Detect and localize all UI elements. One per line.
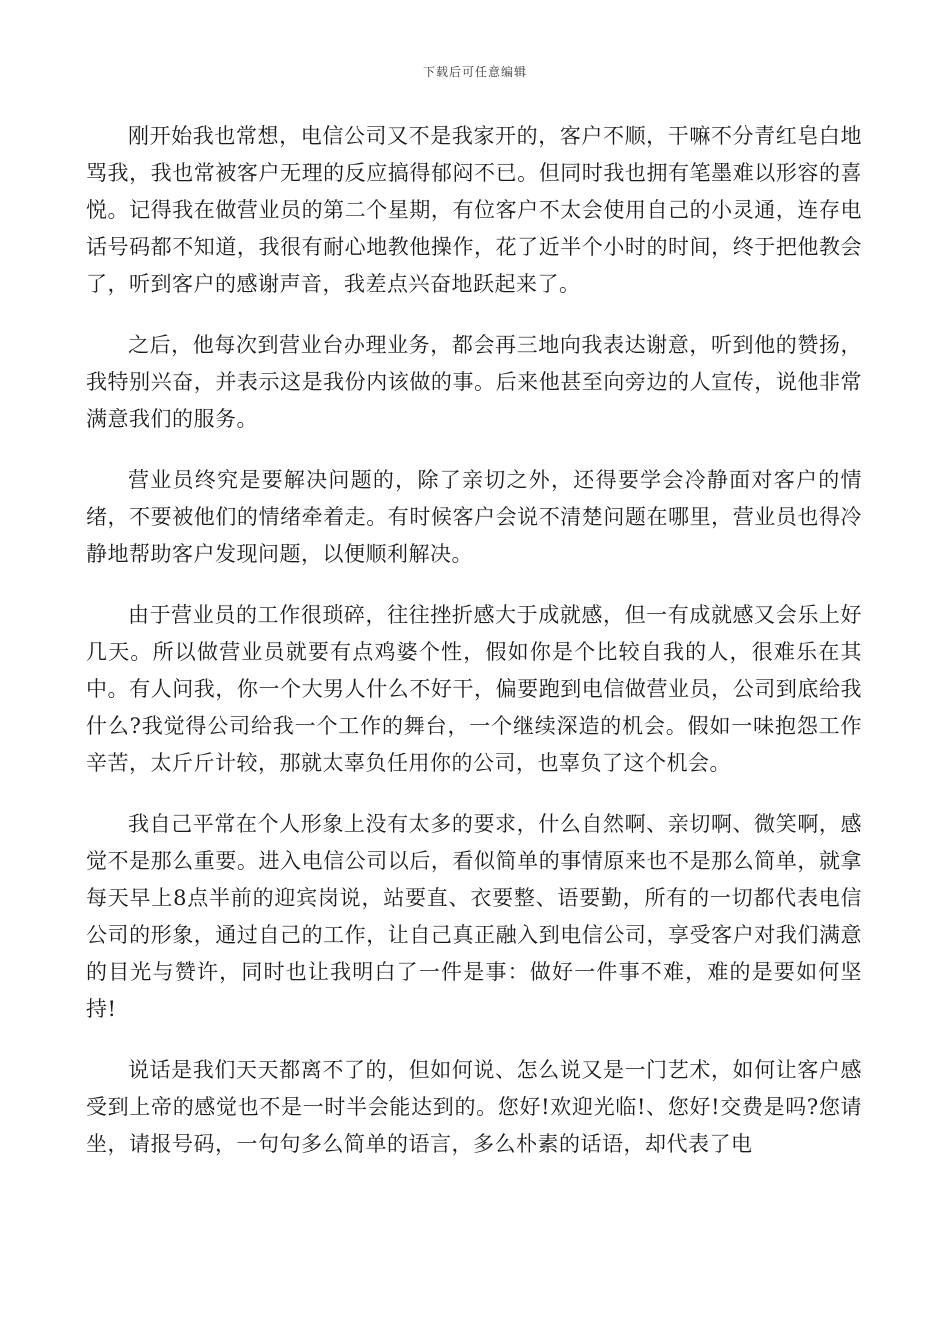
page-header: 下载后可任意编辑 [422,65,527,79]
document-body [86,118,862,1187]
paragraph-4: 由于营业员的工作很琐碎，往往挫折感大于成就感，但一有成就感又会乐上好几天。所以做营业员就要有点鸡婆个性，假如你是个比较自我的人，很难乐在其中。有人问我，你一个大男人什么不好干，偏要跑到电信做营业员，公司到底给我什么?我觉得公司给我一个工作的舞台，一个继续深造的机会。假如一味抱怨工作辛苦，太斤斤计较，那就太辜负任用你的公司，也辜负了这个机会。 [86,603,862,775]
paragraph-5: 我自己平常在个人形象上没有太多的要求，什么自然啊、亲切啊、微笑啊，感觉不是那么重要。进入电信公司以后，看似简单的事情原来也不是那么简单，就拿每天早上8点半前的迎宾岗说，站要直、衣要整、语要勤，所有的一切都代表电信公司的形象，通过自己的工作，让自己真正融入到电信公司，享受客户对我们满意的目光与赞许，同时也让我明白了一件是事：做好一件事不难，难的是要如何坚持! [86,812,862,1021]
paragraph-1: 刚开始我也常想，电信公司又不是我家开的，客户不顺，干嘛不分青红皂白地骂我，我也常被客户无理的反应搞得郁闷不已。但同时我也拥有笔墨难以形容的喜悦。记得我在做营业员的第二个星期，有位客户不太会使用自己的小灵通，连存电话号码都不知道，我很有耐心地教他操作，花了近半个小时的时间，终于把他教会了，听到客户的感谢声音，我差点兴奋地跃起来了。 [86,124,862,296]
paragraph-6: 说话是我们天天都离不了的，但如何说、怎么说又是一门艺术，如何让客户感受到上帝的感觉也不是一时半会能达到的。您好!欢迎光临!、您好!交费是吗?您请坐，请报号码，一句句多么简单的语言，多么朴素的话语，却代表了电 [86,1058,862,1156]
paragraph-2: 之后，他每次到营业台办理业务，都会再三地向我表达谢意，听到他的赞扬，我特别兴奋，并表示这是我份内该做的事。后来他甚至向旁边的人宣传，说他非常满意我们的服务。 [86,333,862,431]
paragraph-3: 营业员终究是要解决问题的，除了亲切之外，还得要学会冷静面对客户的情绪，不要被他们的情绪牵着走。有时候客户会说不清楚问题在哪里，营业员也得冷静地帮助客户发现问题，以便顺利解决。 [86,468,862,566]
